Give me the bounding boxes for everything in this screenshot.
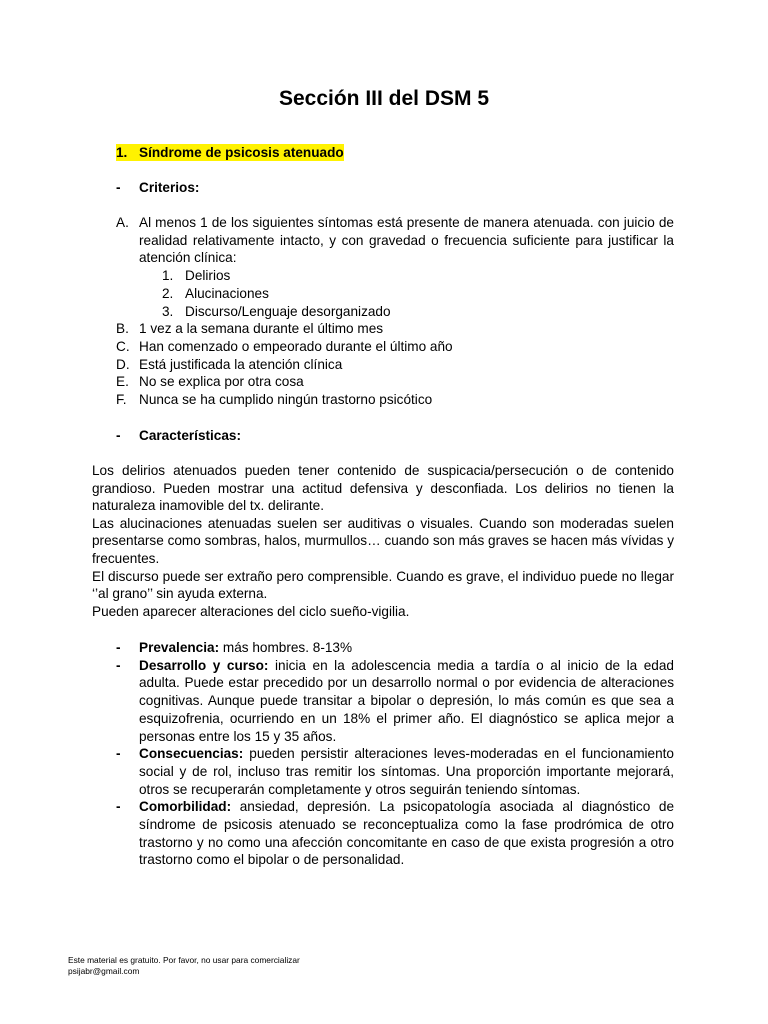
symptom-item <box>162 285 674 303</box>
page-footer <box>68 955 300 977</box>
criteria-marker: F. <box>116 392 127 408</box>
detail-dash: - <box>116 746 121 762</box>
page-title: Sección III del DSM 5 <box>278 87 490 110</box>
criteria-text: 1 vez a la semana durante el último mes <box>139 321 384 337</box>
detail-text: ansiedad, depresión. La psicopatología asociada al diagnóstico de síndrome de psicosis atenuado se reconceptualiza como la fase prodrómica de otro trastorno y no como una afección concomitante en caso de que exista progresión a otro trastorno como el bipolar o de personalidad. <box>139 799 674 868</box>
criteria-heading <box>116 180 199 195</box>
criteria-item-b <box>116 320 674 338</box>
detail-dash: - <box>116 657 121 673</box>
detail-consecuencias <box>116 745 674 798</box>
symptom-marker: 1. <box>162 268 174 284</box>
detail-comorbilidad <box>116 798 674 869</box>
criteria-item-e <box>116 373 674 391</box>
symptom-item <box>162 267 674 285</box>
symptom-item <box>162 303 674 321</box>
criteria-item-d <box>116 356 674 374</box>
criteria-marker: E. <box>116 374 129 390</box>
symptom-marker: 2. <box>162 285 174 301</box>
paragraph: El discurso puede ser extraño pero comprensible. Cuando es grave, el individuo puede no llegar ‘’al grano’’ sin ayuda externa. <box>92 568 674 602</box>
detail-text: pueden persistir alteraciones leves-moderadas en el funcionamiento social y de rol, incluso tras remitir los síntomas. Una proporción importante mejorará, otros se recuperarán completamente y otros seguirán teniendo síntomas. <box>139 746 674 797</box>
paragraph: Pueden aparecer alteraciones del ciclo sueño-vigilia. <box>92 603 410 619</box>
detail-label: Comorbilidad: <box>139 799 232 815</box>
criteria-dash: - <box>116 180 121 195</box>
detail-prevalencia <box>116 639 674 657</box>
footer-email: psijabr@gmail.com <box>68 966 140 976</box>
criteria-text: Al menos 1 de los siguientes síntomas está presente de manera atenuada. con juicio de realidad relativamente intacto, y con gravedad o frecuencia suficiente para justificar la atención clínica: <box>139 215 674 266</box>
criteria-item-f <box>116 391 674 409</box>
detail-dash: - <box>116 640 121 655</box>
criteria-item-c <box>116 338 674 356</box>
characteristics-heading <box>116 428 241 443</box>
section-heading-highlighted <box>116 144 344 161</box>
criteria-item-a <box>116 214 674 320</box>
paragraph: Los delirios atenuados pueden tener contenido de suspicacia/persecución o de contenido grandioso. Pueden mostrar una actitud defensiva y desconfiada. Los delirios no tienen la naturaleza inamovible del tx. delirante. <box>92 463 674 514</box>
criteria-text: Nunca se ha cumplido ningún trastorno psicótico <box>139 392 433 408</box>
criteria-list <box>116 214 674 409</box>
characteristics-paragraphs <box>92 462 674 620</box>
detail-label: Consecuencias: <box>139 746 244 762</box>
criteria-marker: D. <box>116 356 130 372</box>
footer-notice: Este material es gratuito. Por favor, no usar para comercializar <box>68 955 300 965</box>
section-label: Síndrome de psicosis atenuado <box>139 145 344 160</box>
symptom-marker: 3. <box>162 303 174 319</box>
detail-label: Desarrollo y curso: <box>139 657 269 673</box>
characteristics-label: Características: <box>139 428 242 443</box>
symptom-text: Discurso/Lenguaje desorganizado <box>185 303 391 319</box>
criteria-label: Criterios: <box>139 180 200 195</box>
criteria-marker: B. <box>116 321 129 337</box>
section-number: 1. <box>116 145 128 160</box>
detail-text: más hombres. 8-13% <box>219 640 353 655</box>
symptom-text: Delirios <box>185 268 231 284</box>
detail-desarrollo <box>116 657 674 746</box>
detail-dash: - <box>116 799 121 815</box>
paragraph: Las alucinaciones atenuadas suelen ser auditivas o visuales. Cuando son moderadas suelen presentarse como sombras, halos, murmullos… cuando son más graves se hacen más vívidas y frecuentes. <box>92 515 674 566</box>
characteristics-dash: - <box>116 428 121 443</box>
detail-text: inicia en la adolescencia media a tardía o al inicio de la edad adulta. Puede estar precedido por un desarrollo normal o por evidencia de alteraciones cognitivas. Aunque puede transitar a bipolar o depresión, lo más común es que sea a esquizofrenia, ocurriendo en un 18% el primer año. El diagnóstico se aplica mejor a personas entre los 15 y 35 años. <box>139 657 674 744</box>
criteria-text: Está justificada la atención clínica <box>139 356 343 372</box>
criteria-text: Han comenzado o empeorado durante el último año <box>139 338 453 354</box>
symptom-text: Alucinaciones <box>185 285 269 301</box>
symptom-list <box>139 267 674 320</box>
details-list <box>116 639 674 869</box>
criteria-marker: A. <box>116 215 129 230</box>
detail-label: Prevalencia: <box>139 640 220 655</box>
criteria-text: No se explica por otra cosa <box>139 374 304 390</box>
criteria-marker: C. <box>116 338 130 354</box>
